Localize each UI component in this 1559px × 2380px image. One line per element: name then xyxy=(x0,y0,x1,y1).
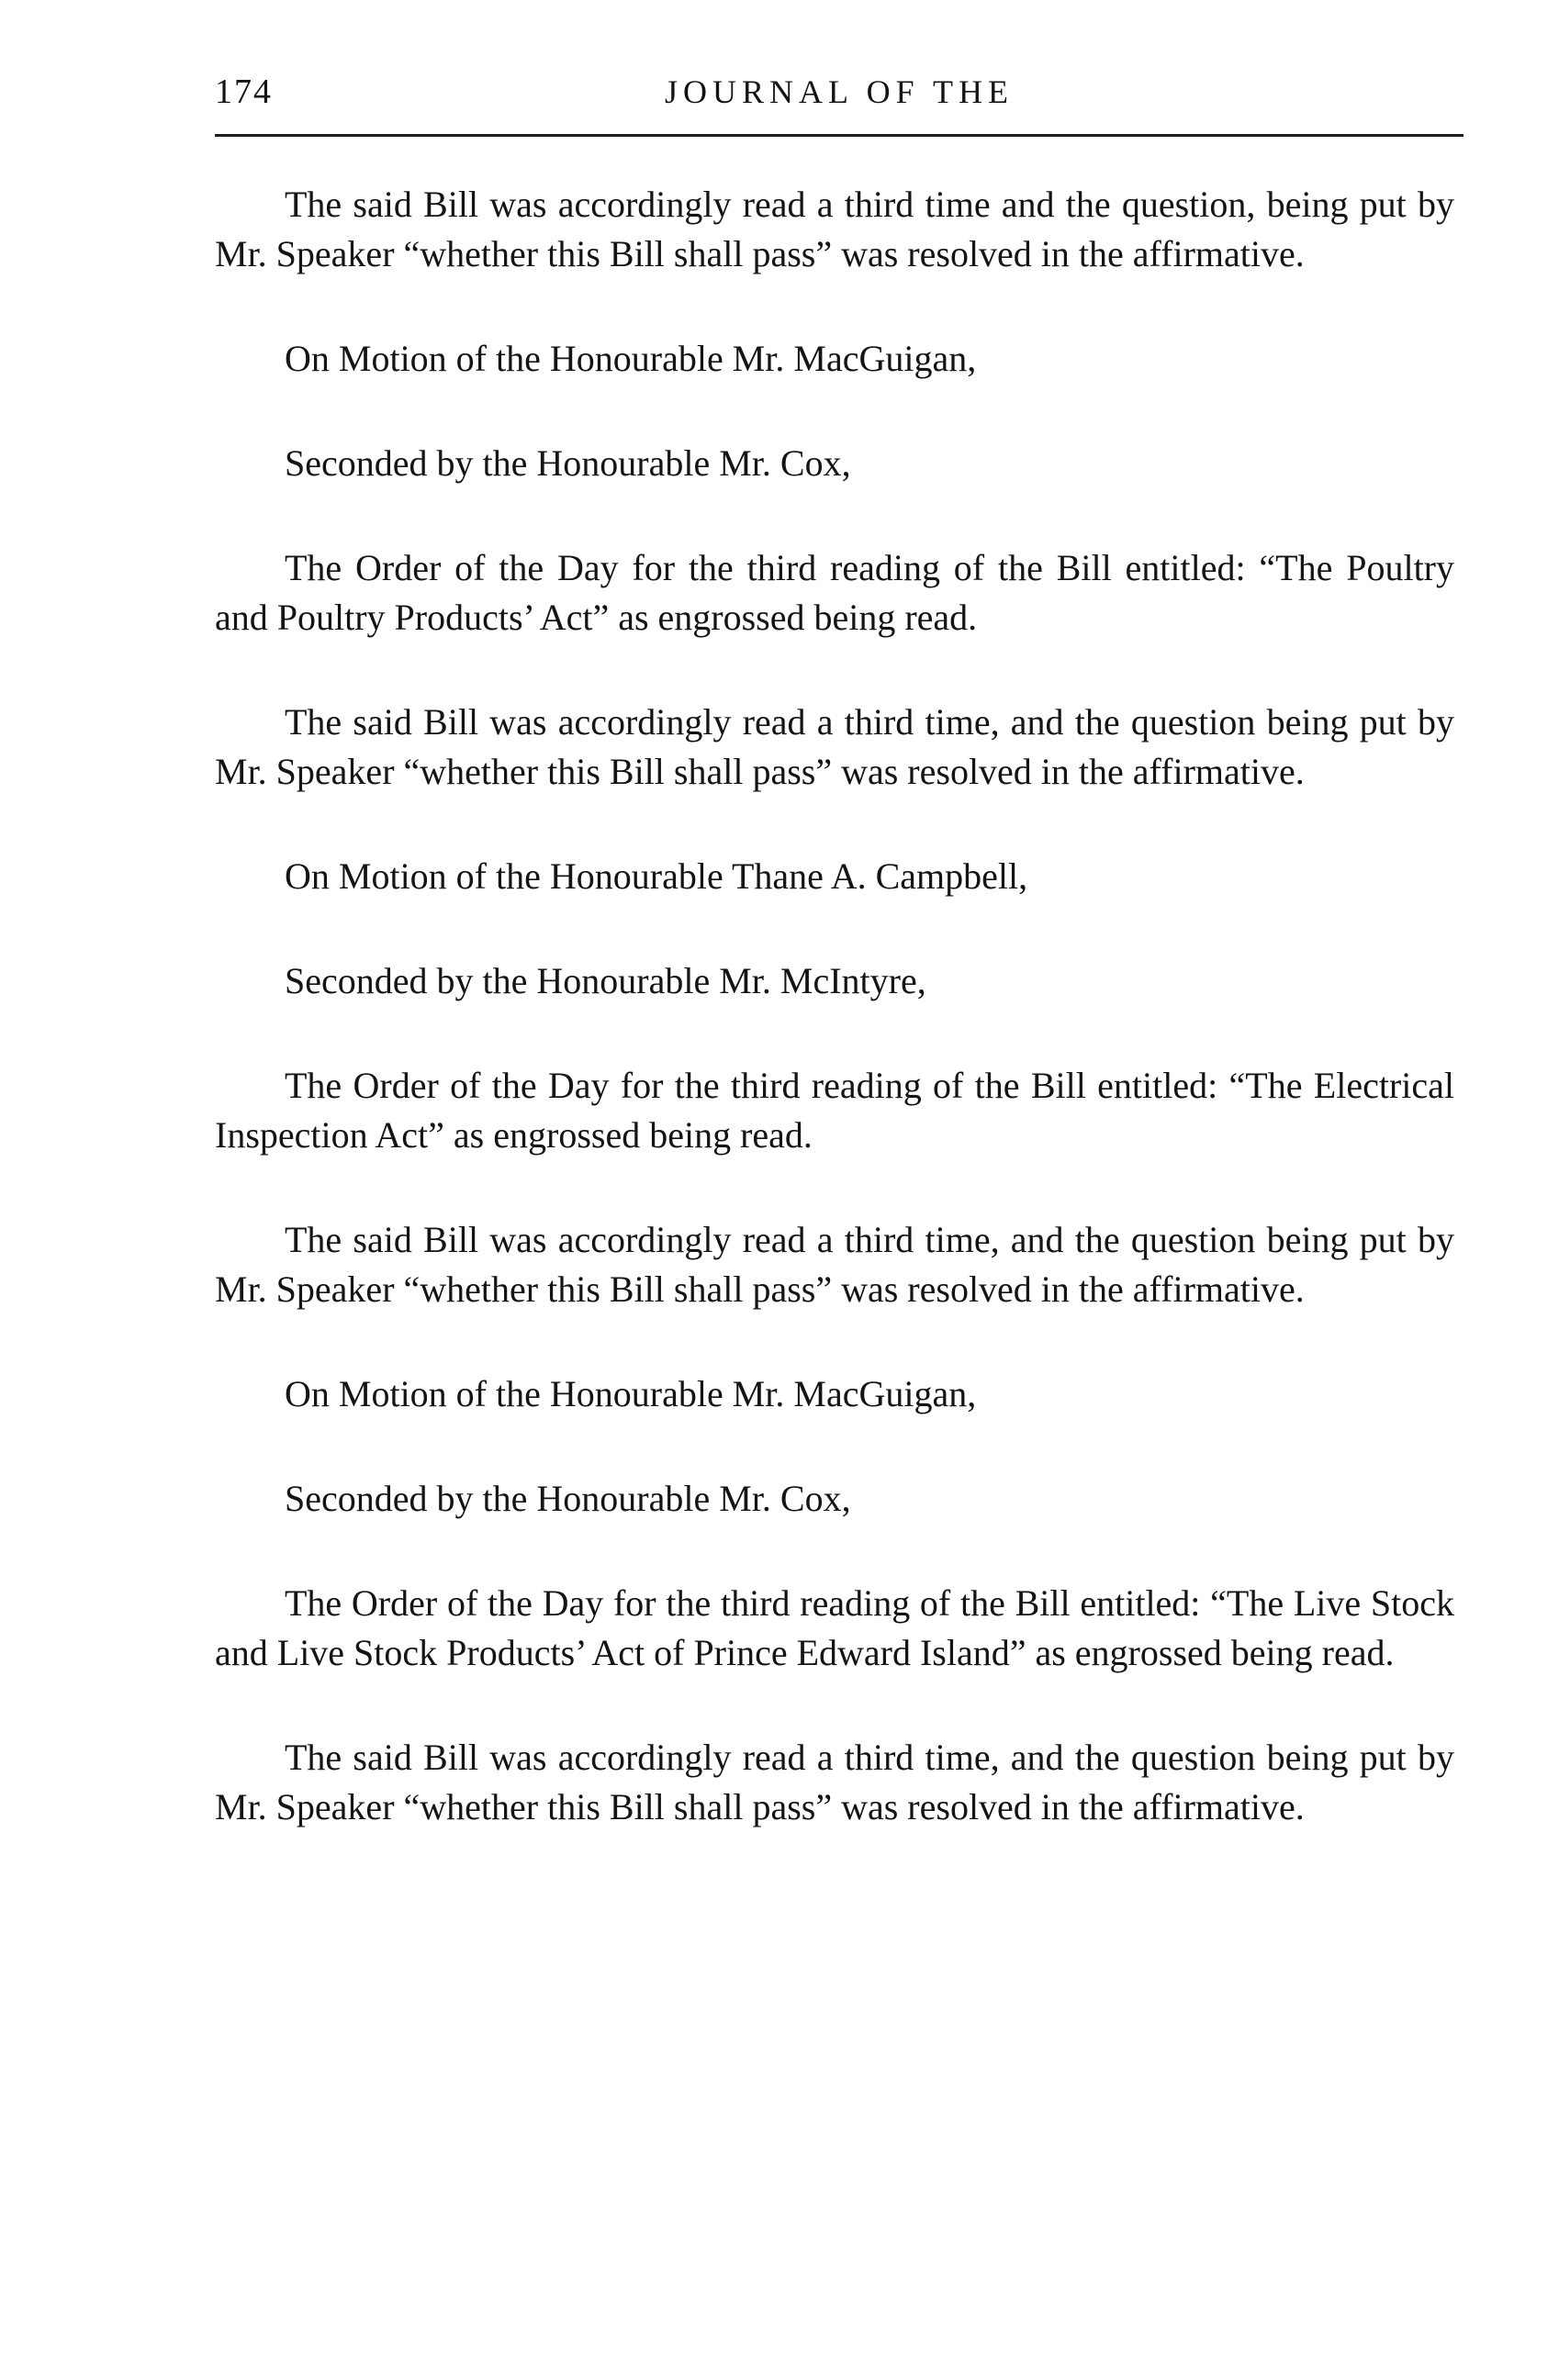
running-head: JOURNAL OF THE xyxy=(664,73,1014,110)
journal-body xyxy=(215,180,1454,1887)
paragraph-order-of-day: The Order of the Day for the third reading of the Bill entitled: “The Electrical Inspection Act” as engrossed being read. xyxy=(215,1065,1454,1156)
header-divider xyxy=(215,134,1464,137)
paragraph-motion: On Motion of the Honourable Mr. MacGuigan, xyxy=(285,1373,977,1414)
paragraph-motion: On Motion of the Honourable Thane A. Campbell, xyxy=(285,855,1028,897)
paragraph-order-of-day: The Order of the Day for the third reading of the Bill entitled: “The Live Stock and Live Stock Products’ Act of Prince Edward Island” as engrossed being read. xyxy=(215,1582,1454,1673)
paragraph-seconded: Seconded by the Honourable Mr. McIntyre, xyxy=(285,960,926,1001)
paragraph-order-of-day: The Order of the Day for the third reading of the Bill entitled: “The Poultry and Poultry Products’ Act” as engrossed being read. xyxy=(215,547,1454,638)
page-number: 174 xyxy=(215,73,273,111)
paragraph-bill-result: The said Bill was accordingly read a third time, and the question being put by Mr. Speaker “whether this Bill shall pass” was resolved in the affirmative. xyxy=(215,701,1454,792)
page-header xyxy=(215,64,1464,141)
paragraph-bill-result: The said Bill was accordingly read a third time and the question, being put by Mr. Speaker “whether this Bill shall pass” was resolved in the affirmative. xyxy=(215,184,1454,274)
paragraph-bill-result: The said Bill was accordingly read a third time, and the question being put by Mr. Speaker “whether this Bill shall pass” was resolved in the affirmative. xyxy=(215,1219,1454,1310)
paragraph-seconded: Seconded by the Honourable Mr. Cox, xyxy=(285,442,851,484)
paragraph-seconded: Seconded by the Honourable Mr. Cox, xyxy=(285,1478,851,1519)
paragraph-motion: On Motion of the Honourable Mr. MacGuigan, xyxy=(285,338,977,379)
paragraph-bill-result: The said Bill was accordingly read a third time, and the question being put by Mr. Speaker “whether this Bill shall pass” was resolved in the affirmative. xyxy=(215,1737,1454,1827)
